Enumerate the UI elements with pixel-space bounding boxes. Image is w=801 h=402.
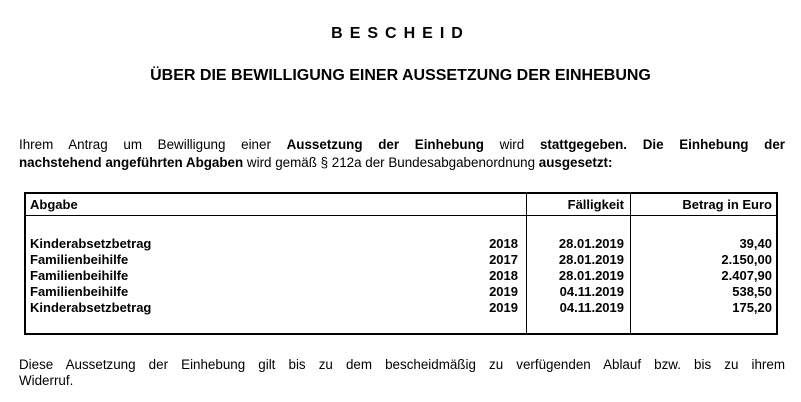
footer-line-1: Diese Aussetzung der Einhebung gilt bis zu dem bescheidmäßig zu verfügenden Ablauf bzw. bis zu ihrem [19,357,785,372]
cell-year: 2019 [489,300,518,315]
table-row [26,236,776,252]
footer-paragraph [19,357,785,389]
intro-bold-4: ausgesetzt: [538,155,613,170]
cell-betrag: 175,20 [732,300,772,315]
cell-year: 2017 [489,252,518,267]
cell-abgabe: Familienbeihilfe [30,268,129,283]
cell-faelligkeit: 04.11.2019 [559,284,624,299]
cell-faelligkeit: 28.01.2019 [558,252,624,267]
table-header-divider [26,215,776,216]
intro-bold-3: nachstehend angeführten Abgaben [19,155,244,170]
intro-paragraph [19,136,785,172]
intro-text-2: wird [483,137,540,152]
cell-faelligkeit: 28.01.2019 [558,268,624,283]
abgaben-table [24,192,778,335]
cell-faelligkeit: 28.01.2019 [558,236,624,251]
cell-faelligkeit: 04.11.2019 [559,300,624,315]
intro-bold-2: stattgegeben. Die Einhebung der [539,137,785,152]
intro-line-1 [19,136,785,154]
footer-line-2: Widerruf. [19,373,74,388]
document-subtitle: ÜBER DIE BEWILLIGUNG EINER AUSSETZUNG DER EINHEBUNG [150,67,651,84]
table-row [26,284,776,300]
cell-year: 2018 [489,268,518,283]
cell-betrag: 2.407,90 [721,268,772,283]
cell-abgabe: Familienbeihilfe [30,252,129,267]
cell-abgabe: Familienbeihilfe [30,284,129,299]
cell-abgabe: Kinderabsetzbetrag [30,236,152,251]
table-row [26,252,776,268]
table-row [26,268,776,284]
intro-bold-1: Aussetzung der Einhebung [286,137,484,152]
document-title: BESCHEID [331,25,470,42]
cell-year: 2018 [489,236,518,251]
header-faelligkeit: Fälligkeit [567,197,624,212]
cell-abgabe: Kinderabsetzbetrag [30,300,152,315]
table-row [26,300,776,316]
header-abgabe: Abgabe [30,197,78,212]
table-body [26,236,776,316]
header-betrag: Betrag in Euro [682,197,772,212]
intro-line-2 [19,154,785,172]
intro-text-3: wird gemäß § 212a der Bundesabgabenordnung [243,155,539,170]
cell-year: 2019 [489,284,518,299]
cell-betrag: 2.150,00 [721,252,772,267]
cell-betrag: 39,40 [739,236,772,251]
intro-text-1: Ihrem Antrag um Bewilligung einer [19,137,287,152]
cell-betrag: 538,50 [732,284,772,299]
